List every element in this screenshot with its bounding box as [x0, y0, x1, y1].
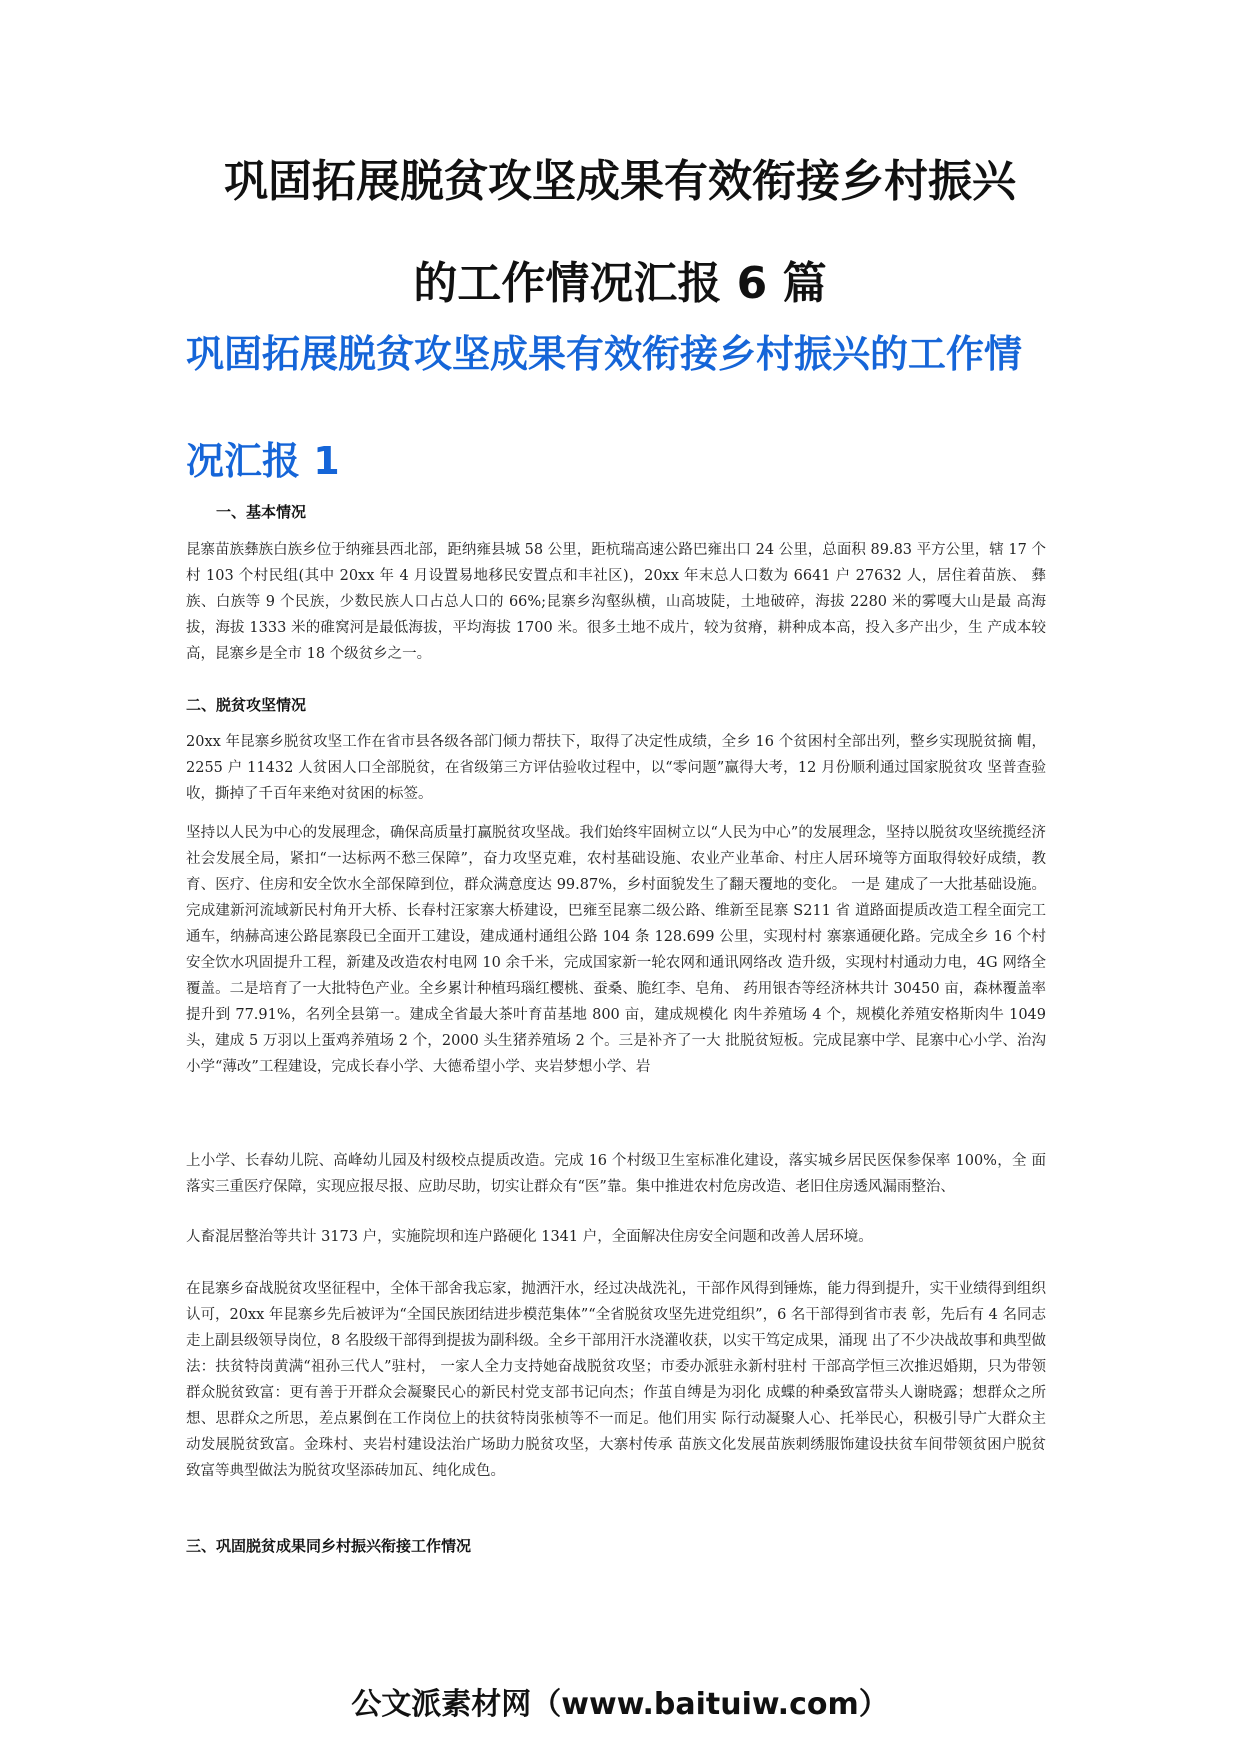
- paragraph: 上小学、长春幼儿院、高峰幼儿园及村级校点提质改造。完成 16 个村级卫生室标准化建设，落实城乡居民医保参保率 100%，全 面落实三重医疗保障，实现应报尽报、应助尽助，切实让群众有“医”靠。集中推进农村危房改造、老旧住房透风漏雨整治、: [186, 1153, 1046, 1195]
- paragraph: 昆寨苗族彝族白族乡位于纳雍县西北部，距纳雍县城 58 公里，距杭瑞高速公路巴雍出口 24 公里，总面积 89.83 平方公里，辖 17 个村 103 个村民组(其中 20xx 年 4 月设置易地移民安置点和丰社区)，20xx 年末总人口数为 6641 户 27632 人，居住着苗族、 彝族、白族等 9 个民族，少数民族人口占总人口的 66%;昆寨乡沟壑纵横，山高坡陡，土地破碎，海拔 2280 米的雾嘎大山是最 高海拔，海拔 1333 米的碓窝河是最低海拔，平均海拔 1700 米。很多土地不成片，较为贫瘠，耕种成本高，投入多产出少，生 产成本较高，昆寨乡是全市 18 个级贫乡之一。: [186, 542, 1046, 662]
- document-title-line-2: 的工作情况汇报 6 篇: [413, 258, 827, 309]
- paragraph: 20xx 年昆寨乡脱贫攻坚工作在省市县各级各部门倾力帮扶下，取得了决定性成绩，全乡 16 个贫困村全部出列，整乡实现脱贫摘 帽，2255 户 11432 人贫困人口全部脱贫，在省级第三方评估验收过程中，以“零问题”赢得大考，12 月份顺利通过国家脱贫攻 坚普查验收，撕掉了千百年来绝对贫困的标签。: [186, 734, 1046, 802]
- article-title-line-1: 巩固拓展脱贫攻坚成果有效衔接乡村振兴的工作情: [186, 332, 1023, 376]
- document-title-line-1: 巩固拓展脱贫攻坚成果有效衔接乡村振兴: [224, 156, 1016, 207]
- section-heading-poverty-alleviation: 二、脱贫攻坚情况: [186, 696, 307, 714]
- paragraph: 在昆寨乡奋战脱贫攻坚征程中，全体干部舍我忘家，抛洒汗水，经过决战洗礼，干部作风得到锤炼，能力得到提升，实干业绩得到组织认可，20xx 年昆寨乡先后被评为“全国民族团结进步模范集体”“全省脱贫攻坚先进党组织”，6 名干部得到省市表 彰，先后有 4 名同志走上副县级领导岗位，8 名股级干部得到提拔为副科级。全乡干部用汗水浇灌收获，以实干笃定成果，涌现 出了不少决战故事和典型做法：扶贫特岗黄满“祖孙三代人”驻村， 一家人全力支持她奋战脱贫攻坚；市委办派驻永新村驻村 干部高学恒三次推迟婚期，只为带领群众脱贫致富：更有善于开群众会凝聚民心的新民村党支部书记向杰；作茧自缚是为羽化 成蝶的种桑致富带头人谢晓露；想群众之所想、思群众之所思，差点累倒在工作岗位上的扶贫特岗张桢等不一而足。他们用实 际行动凝聚人心、托举民心，积极引导广大群众主动发展脱贫致富。金珠村、夹岩村建设法治广场助力脱贫攻坚，大寨村传承 苗族文化发展苗族刺绣服饰建设扶贫车间带领贫困户脱贫致富等典型做法为脱贫攻坚添砖加瓦、纯化成色。: [186, 1281, 1046, 1479]
- section-heading-basic-info: 一、基本情况: [216, 503, 307, 521]
- paragraph: 坚持以人民为中心的发展理念，确保高质量打赢脱贫攻坚战。我们始终牢固树立以“人民为中心”的发展理念，坚持以脱贫攻坚统揽经济社会发展全局，紧扣“一达标两不愁三保障”，奋力攻坚克难，农村基础设施、农业产业革命、村庄人居环境等方面取得较好成绩，教育、医疗、住房和安全饮水全部保障到位，群众满意度达 99.87%，乡村面貌发生了翻天覆地的变化。 一是 建成了一大批基础设施。完成建新河流域新民村角开大桥、长春村汪家寨大桥建设，巴雍至昆寨二级公路、维新至昆寨 S211 省 道路面提质改造工程全面完工通车，纳赫高速公路昆寨段已全面开工建设，建成通村通组公路 104 条 128.699 公里，实现村村 寨寨通硬化路。完成全乡 16 个村安全饮水巩固提升工程，新建及改造农村电网 10 余千米，完成国家新一轮农网和通讯网络改 造升级，实现村村通动力电，4G 网络全覆盖。二是培育了一大批特色产业。全乡累计种植玛瑙红樱桃、蚕桑、脆红李、皂角、 药用银杏等经济林共计 30450 亩，森林覆盖率提升到 77.91%，名列全县第一。建成全省最大茶叶育苗基地 800 亩，建成规模化 肉牛养殖场 4 个，规模化养殖安格斯肉牛 1049 头，建成 5 万羽以上蛋鸡养殖场 2 个，2000 头生猪养殖场 2 个。三是补齐了一大 批脱贫短板。完成昆寨中学、昆寨中心小学、治沟小学“薄改”工程建设，完成长春小学、大德希望小学、夹岩梦想小学、岩: [186, 825, 1046, 1075]
- page-footer: 公文派素材网（www.baituiw.com）: [351, 1687, 889, 1722]
- article-title-line-2: 况汇报 1: [186, 439, 340, 483]
- paragraph: 人畜混居整治等共计 3173 户，实施院坝和连户路硬化 1341 户，全面解决住房安全问题和改善人居环境。: [186, 1229, 873, 1245]
- section-heading-rural-revitalization: 三、巩固脱贫成果同乡村振兴衔接工作情况: [186, 1537, 472, 1555]
